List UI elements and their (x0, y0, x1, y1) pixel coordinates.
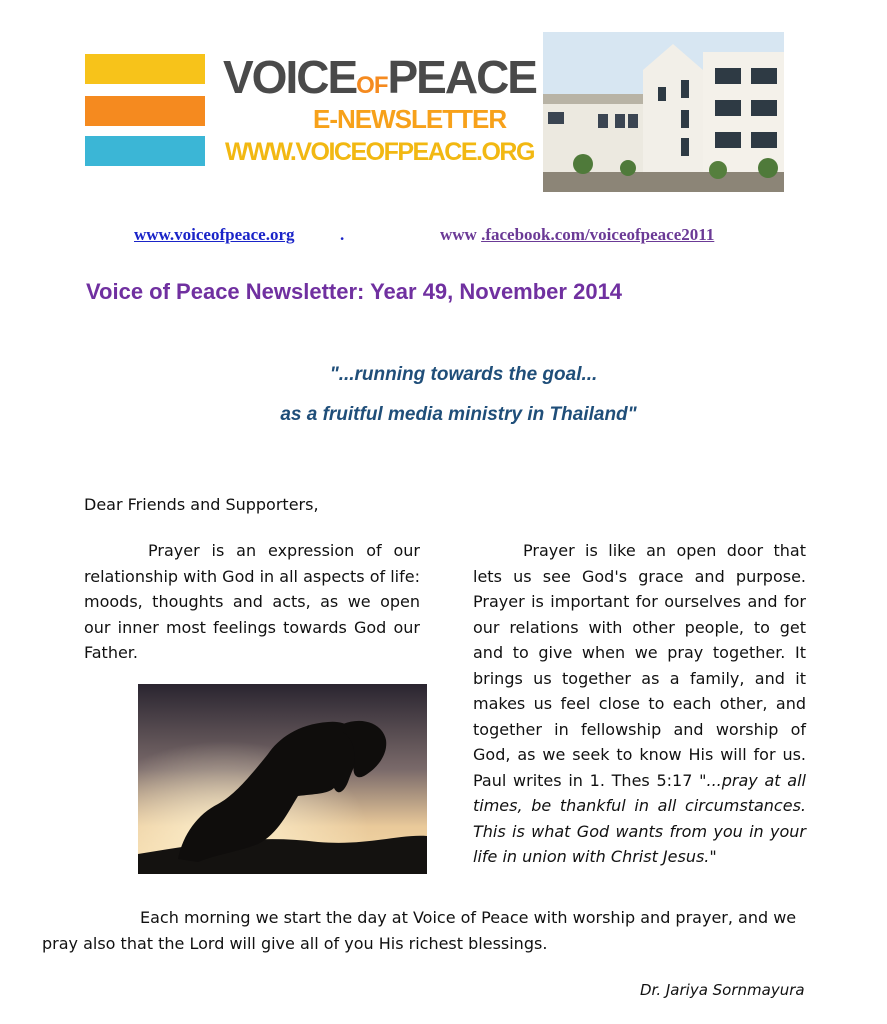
signature: Dr. Jariya Sornmayura (640, 981, 805, 999)
facebook-link-prefix: www (440, 225, 482, 244)
closing-paragraph (42, 905, 812, 956)
logo-title-peace: PEACE (387, 51, 536, 103)
logo-url-prefix: WWW. (225, 138, 296, 166)
salutation: Dear Friends and Supporters, (84, 495, 319, 514)
logo-stripe-orange (85, 96, 205, 126)
newsletter-title: Voice of Peace Newsletter: Year 49, November 2014 (86, 279, 623, 304)
logo-title-voice: VOICE (223, 51, 357, 103)
logo-subtitle: E-NEWSLETTER (313, 104, 507, 134)
facebook-link-path: .facebook.com/voiceofpeace2011 (481, 225, 715, 244)
logo-stripe-yellow (85, 54, 205, 84)
website-link[interactable]: www.voiceofpeace.org (134, 225, 295, 244)
theme-quote-line1: "...running towards the goal... (329, 364, 598, 385)
logo-url-domain: VOICEOFPEACE.ORG (295, 138, 534, 166)
closing-paragraph-text: Each morning we start the day at Voice of Peace with worship and prayer, and we pray also that the Lord will give all of you His richest blessings. (42, 908, 797, 953)
right-paragraph (473, 538, 806, 870)
voice-of-peace-logo (85, 46, 535, 176)
logo-stripe-cyan (85, 136, 205, 166)
building-photo (543, 32, 784, 192)
left-paragraph (84, 538, 420, 666)
scripture-quote: "...pray at all times, be thankful in all circumstances. This is what God wants from you in your life in union with Christ Jesus." (473, 770, 806, 866)
logo-url (225, 138, 534, 167)
theme-quote-line2: as a fruitful media ministry in Thailand" (280, 404, 637, 425)
prayer-silhouette-image (138, 684, 427, 874)
left-paragraph-text: Prayer is an expression of our relationship with God in all aspects of life: moods, thoughts and acts, as we open our inner most feelings towards God our Father. (84, 541, 420, 662)
logo-title-of: OF (356, 72, 388, 99)
right-paragraph-text: Prayer is like an open door that lets us see God's grace and purpose. Prayer is important for ourselves and for our relations with other people, to get and to give when we pray together. It brings us together as a family, and it makes us feel close to each other, and together in fellowship and worship of God, as we seek to know His will for us. Paul writes in 1. Thes 5:17 (473, 541, 806, 790)
facebook-link[interactable] (440, 225, 714, 245)
website-link-dot: . (340, 225, 345, 244)
